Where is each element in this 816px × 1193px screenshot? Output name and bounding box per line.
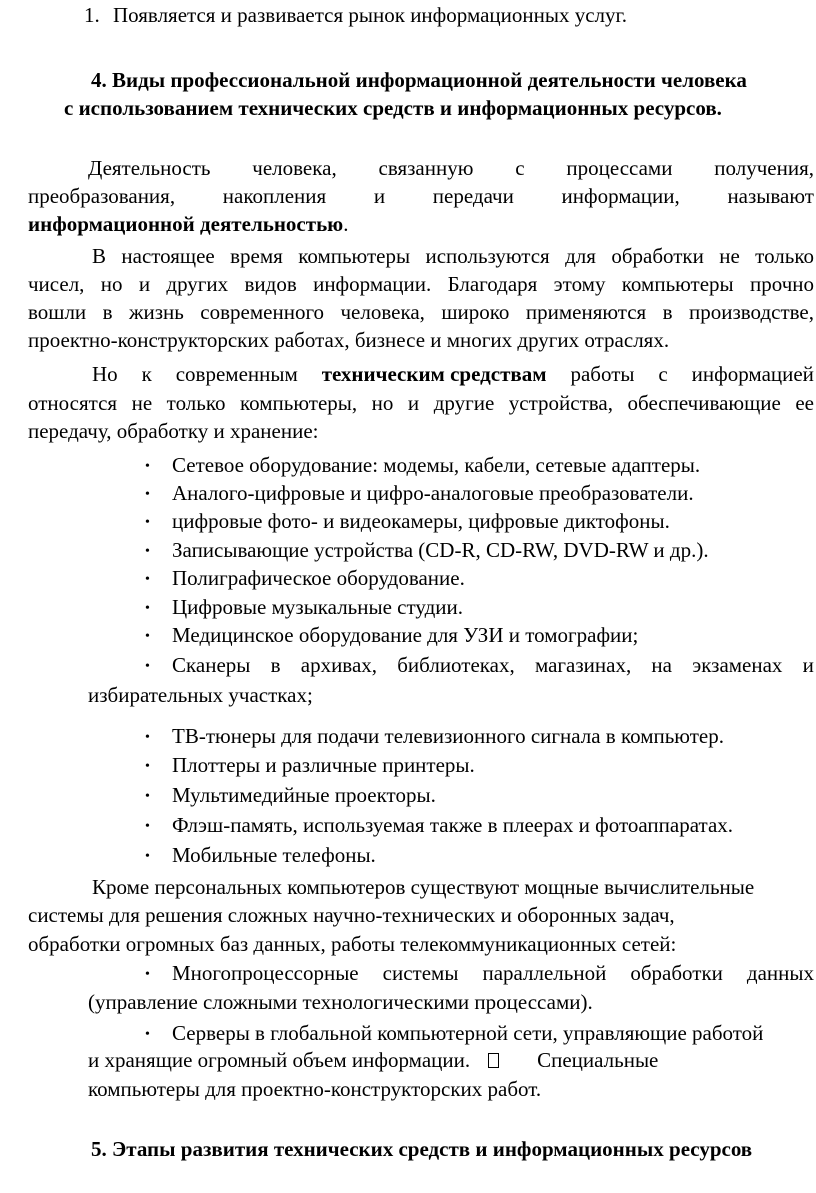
- device-item: Флэш-память, используемая также в плеерах и фотоаппаратах.: [172, 813, 734, 837]
- bullet-icon: •: [145, 487, 150, 502]
- computers-line-3: вошли в жизнь современного человека, широко применяются в производстве,: [28, 300, 814, 324]
- list-number: 1.: [84, 3, 100, 27]
- word: информации,: [561, 184, 680, 208]
- list-item-1: [84, 5, 627, 26]
- systems-item-1-line-1: [172, 963, 814, 984]
- word: Деятельность: [88, 156, 211, 180]
- word: Сканеры: [172, 653, 251, 677]
- computers-line-4: проектно-конструкторских работах, бизнесе и многих других отраслях.: [28, 328, 670, 352]
- word: экзаменах: [692, 653, 783, 677]
- bullet-icon: •: [145, 459, 150, 474]
- word: и: [802, 653, 814, 677]
- tech-line-3: передачу, обработку и хранение:: [28, 419, 319, 443]
- word: накопления: [222, 184, 327, 208]
- word: называют: [727, 184, 814, 208]
- scanners-line-1: [172, 655, 814, 676]
- word: работы: [570, 362, 635, 386]
- device-item: Цифровые музыкальные студии.: [172, 595, 463, 619]
- word: информацией: [691, 362, 814, 386]
- word: преобразования,: [28, 184, 176, 208]
- word: и: [373, 184, 386, 208]
- word: магазинах,: [534, 653, 632, 677]
- bullet-icon: •: [145, 601, 150, 616]
- device-item: Сетевое оборудование: модемы, кабели, сетевые адаптеры.: [172, 453, 701, 477]
- systems-item-2-line-3: компьютеры для проектно-конструкторских работ.: [88, 1077, 542, 1101]
- device-item: ТВ-тюнеры для подачи телевизионного сигнала в компьютер.: [172, 724, 724, 748]
- computers-line-2: чисел, но и других видов информации. Благодаря этому компьютеры прочно: [28, 272, 814, 296]
- systems-item-1-line-2: (управление сложными технологическими процессами).: [88, 990, 593, 1014]
- bullet-icon: •: [145, 789, 150, 804]
- systems-item-2-text: и хранящие огромный объем информации.: [88, 1048, 471, 1072]
- systems-item-2-line-2: [88, 1050, 658, 1071]
- systems-item-2-text-b: Специальные: [537, 1048, 659, 1072]
- device-item: Плоттеры и различные принтеры.: [172, 753, 475, 777]
- device-item: Медицинское оборудование для УЗИ и томографии;: [172, 623, 639, 647]
- definition-line-3: [28, 214, 348, 235]
- emphasis-technical-means: техническим средствам: [321, 362, 547, 386]
- word: Но: [92, 362, 118, 386]
- definition-line-1: [88, 158, 814, 179]
- word: параллельной: [482, 961, 607, 985]
- device-item: Полиграфическое оборудование.: [172, 566, 465, 590]
- word: данных: [746, 961, 814, 985]
- bullet-icon: •: [145, 849, 150, 864]
- word: обработки: [630, 961, 723, 985]
- word: человека,: [252, 156, 337, 180]
- defined-term: информационной деятельностью: [28, 212, 344, 236]
- bullet-icon: •: [145, 629, 150, 644]
- section-5-heading: 5. Этапы развития технических средств и информационных ресурсов: [91, 1137, 753, 1161]
- systems-line-2: системы для решения сложных научно-технических и оборонных задач,: [28, 903, 675, 927]
- device-item: Записывающие устройства (CD-R, CD-RW, DVD-RW и др.).: [172, 538, 709, 562]
- word: получения,: [714, 156, 814, 180]
- word: с: [658, 362, 668, 386]
- list-item-text: Появляется и развивается рынок информационных услуг.: [113, 3, 628, 27]
- word: на: [651, 653, 672, 677]
- word: Многопроцессорные: [172, 961, 359, 985]
- missing-glyph-box-icon: [488, 1053, 499, 1068]
- bullet-icon: •: [145, 1027, 150, 1042]
- tech-line-2: относятся не только компьютеры, но и другие устройства, обеспечивающие ее: [28, 391, 814, 415]
- systems-line-3: обработки огромных баз данных, работы телекоммуникационных сетей:: [28, 932, 677, 956]
- bullet-icon: •: [145, 572, 150, 587]
- bullet-icon: •: [145, 515, 150, 530]
- section-4-heading-line-1: 4. Виды профессиональной информационной деятельности человека: [91, 68, 747, 92]
- word: процессами: [566, 156, 673, 180]
- bullet-icon: •: [145, 759, 150, 774]
- device-item: Аналого-цифровые и цифро-аналоговые преобразователи.: [172, 481, 694, 505]
- word: архивах,: [300, 653, 378, 677]
- word: к: [141, 362, 152, 386]
- word: связанную: [378, 156, 474, 180]
- systems-item-2-line-1: Серверы в глобальной компьютерной сети, управляющие работой: [172, 1021, 764, 1045]
- scanners-line-2: избирательных участках;: [88, 683, 313, 707]
- device-item: цифровые фото- и видеокамеры, цифровые диктофоны.: [172, 509, 670, 533]
- computers-line-1: В настоящее время компьютеры используются для обработки не только: [92, 244, 814, 268]
- bullet-icon: •: [145, 819, 150, 834]
- bullet-icon: •: [145, 967, 150, 982]
- term-period: .: [343, 212, 349, 236]
- bullet-icon: •: [145, 544, 150, 559]
- word: в: [270, 653, 281, 677]
- tech-line-1: [92, 364, 814, 385]
- word: системы: [382, 961, 459, 985]
- bullet-icon: •: [145, 730, 150, 745]
- section-4-heading-line-2: с использованием технических средств и информационных ресурсов.: [64, 96, 722, 120]
- word: передачи: [432, 184, 514, 208]
- word: библиотеках,: [397, 653, 515, 677]
- word: с: [515, 156, 525, 180]
- systems-line-1: Кроме персональных компьютеров существуют мощные вычислительные: [92, 875, 755, 899]
- word: современным: [175, 362, 298, 386]
- definition-line-2: [28, 186, 814, 207]
- bullet-icon: •: [145, 659, 150, 674]
- device-item: Мобильные телефоны.: [172, 843, 376, 867]
- device-item: Мультимедийные проекторы.: [172, 783, 436, 807]
